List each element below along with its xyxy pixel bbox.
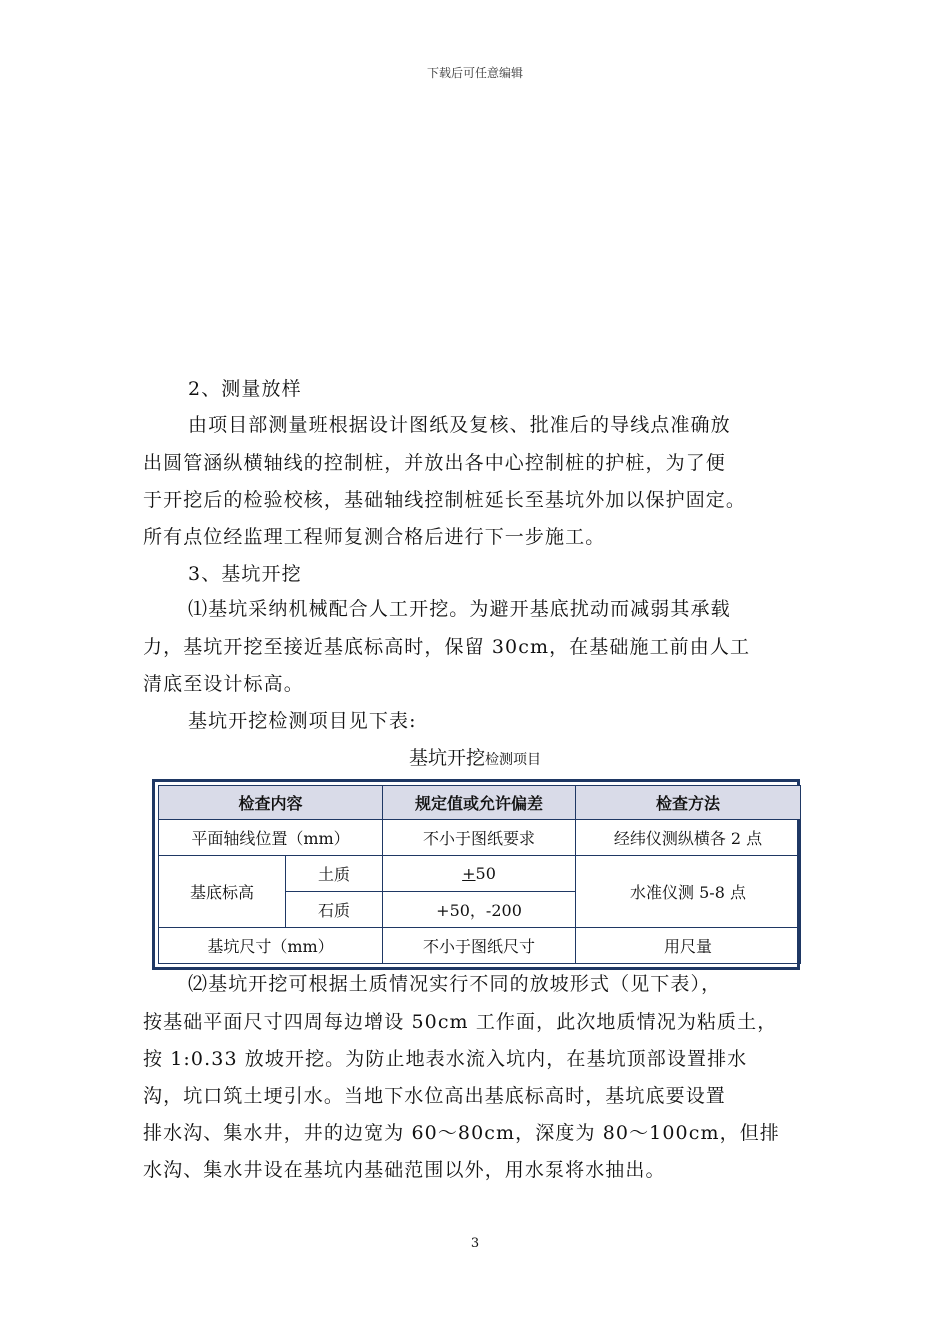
- page-number: 3: [470, 1236, 480, 1251]
- paragraph-line: 排水沟、集水井，井的边宽为 60～80cm，深度为 80～100cm，但排: [143, 1122, 780, 1144]
- paragraph-line: ⑵基坑开挖可根据土质情况实行不同的放坡形式（见下表），: [188, 973, 722, 995]
- tolerance-value: 50: [475, 864, 496, 883]
- table-cell: 基底标高: [159, 856, 286, 928]
- table-cell: 不小于图纸要求: [383, 820, 576, 856]
- table-cell: 石质: [286, 892, 383, 928]
- paragraph-line: 沟，坑口筑土埂引水。当地下水位高出基底标高时，基坑底要设置: [143, 1085, 726, 1107]
- paragraph-line: 按基础平面尺寸四周每边增设 50cm 工作面，此次地质情况为粘质土，: [143, 1011, 778, 1033]
- section-heading-survey: 2、测量放样: [188, 378, 302, 400]
- table-cell: [383, 856, 576, 892]
- table-cell: 不小于图纸尺寸: [383, 928, 576, 964]
- paragraph-line: 由项目部测量班根据设计图纸及复核、批准后的导线点准确放: [188, 414, 731, 436]
- caption-main: 基坑开挖: [408, 747, 485, 769]
- table-caption: [0, 743, 950, 770]
- paragraph-line: 水沟、集水井设在基坑内基础范围以外，用水泵将水抽出。: [143, 1159, 666, 1181]
- paragraph-line: 所有点位经监理工程师复测合格后进行下一步施工。: [143, 526, 606, 548]
- inspection-table: [152, 779, 800, 970]
- table-cell: 平面轴线位置（mm）: [159, 820, 383, 856]
- paragraph-line: 按 1:0.33 放坡开挖。为防止地表水流入坑内，在基坑顶部设置排水: [143, 1048, 748, 1070]
- table-cell: +50，-200: [383, 892, 576, 928]
- paragraph-line: 出圆管涵纵横轴线的控制桩，并放出各中心控制桩的护桩，为了便: [143, 452, 726, 474]
- table-cell: 土质: [286, 856, 383, 892]
- paragraph-line: 清底至设计标高。: [143, 673, 304, 695]
- table-cell: 经纬仪测纵横各 2 点: [576, 820, 801, 856]
- header-cell: 检查方法: [576, 786, 801, 820]
- paragraph-line: 于开挖后的检验校核，基础轴线控制桩延长至基坑外加以保护固定。: [143, 489, 747, 511]
- table-cell: 水准仪测 5-8 点: [576, 856, 801, 928]
- paragraph-line: 力，基坑开挖至接近基底标高时，保留 30cm，在基础施工前由人工: [143, 636, 751, 658]
- caption-small: 检测项目: [485, 752, 541, 768]
- paragraph-line: 基坑开挖检测项目见下表:: [188, 710, 417, 732]
- plus-minus-sign: +: [462, 864, 476, 883]
- header-cell: 检查内容: [159, 786, 383, 820]
- section-heading-excavation: 3、基坑开挖: [188, 563, 302, 585]
- page-header: 下载后可任意编辑: [426, 66, 523, 80]
- header-cell: 规定值或允许偏差: [383, 786, 576, 820]
- table-cell: 基坑尺寸（mm）: [159, 928, 383, 964]
- paragraph-line: ⑴基坑采纳机械配合人工开挖。为避开基底扰动而减弱其承载: [188, 598, 731, 620]
- table-cell: 用尺量: [576, 928, 801, 964]
